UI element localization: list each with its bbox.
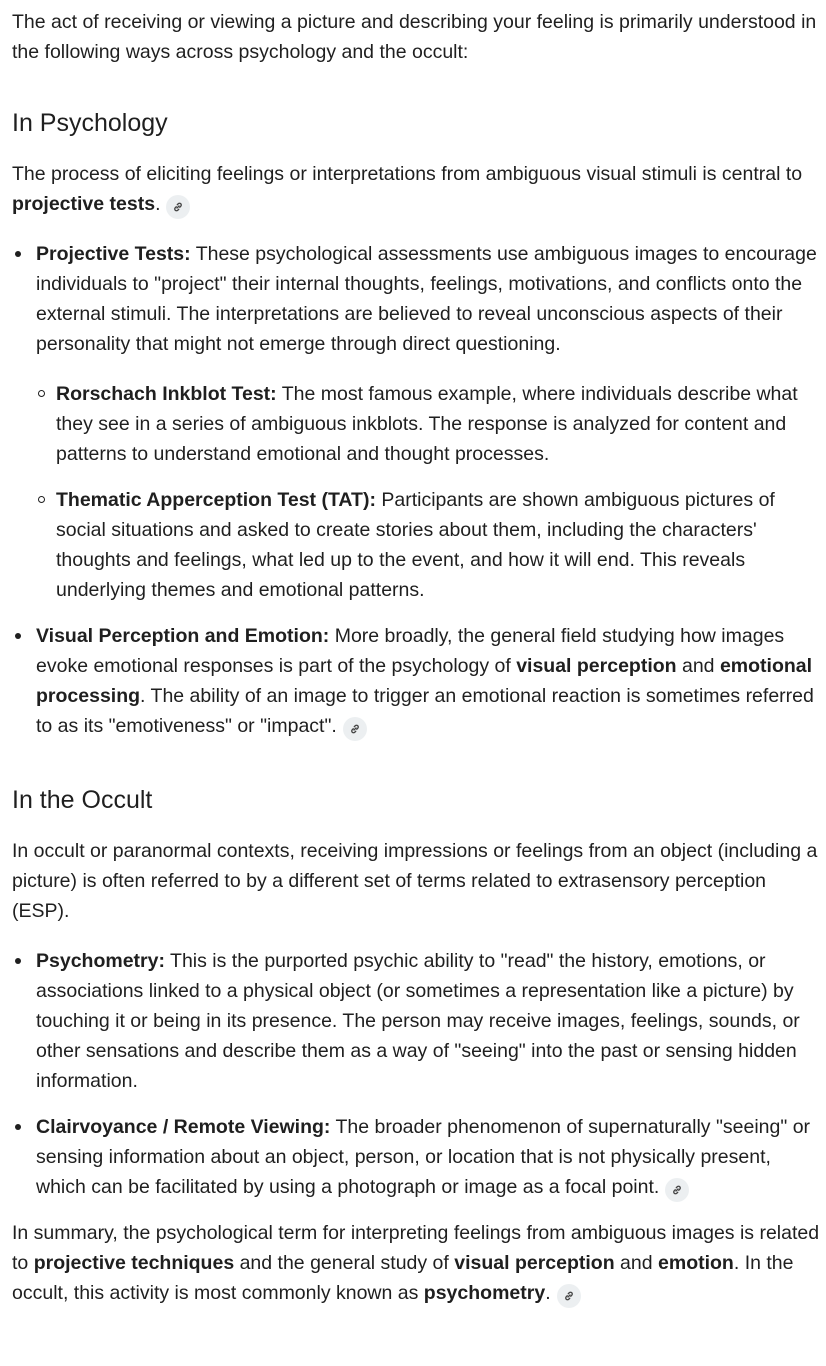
summary-paragraph: In summary, the psychological term for interpreting feelings from ambiguous images is related to projective techniques and the general study of visual perception and emotion. In the occult, this activity is most commonly known as psychometry.: [12, 1218, 826, 1308]
bold-projective-tests: projective tests: [12, 193, 156, 215]
projective-tests-sublist: [36, 379, 826, 605]
heading-occult: In the Occult: [12, 786, 153, 814]
list-item-visual-perception: Visual Perception and Emotion: More broadly, the general field studying how images evoke emotional responses is part of the psychology of visual perception and emotional processing. The ability of an image to trigger an emotional reaction is sometimes referred to as its "emotiveness" or "impact".: [12, 621, 826, 741]
heading-psychology: In Psychology: [12, 109, 168, 137]
source-link-icon[interactable]: [343, 717, 367, 741]
list-item-psychometry: Psychometry: This is the purported psychic ability to "read" the history, emotions, or associations linked to a physical object (or sometimes a representation like a picture) by touching it or being in its presence. The person may receive images, feelings, sounds, or other sensations and describe them as a way of "seeing" into the past or sensing hidden information.: [12, 946, 826, 1096]
psychology-list: [12, 239, 826, 741]
psychology-paragraph: The process of eliciting feelings or interpretations from ambiguous visual stimuli is central to projective tests.: [12, 159, 826, 219]
occult-paragraph: In occult or paranormal contexts, receiving impressions or feelings from an object (including a picture) is often referred to by a different set of terms related to extrasensory perception (ESP).: [12, 840, 818, 922]
intro-paragraph: The act of receiving or viewing a picture and describing your feeling is primarily understood in the following ways across psychology and the occult:: [12, 11, 817, 63]
list-item-clairvoyance: Clairvoyance / Remote Viewing: The broader phenomenon of supernaturally "seeing" or sensing information about an object, person, or location that is not physically present, which can be facilitated by using a photograph or image as a focal point.: [12, 1112, 826, 1202]
list-item-tat: Thematic Apperception Test (TAT): Participants are shown ambiguous pictures of social situations and asked to create stories about them, including the characters' thoughts and feelings, what led up to the event, and how it will end. This reveals underlying themes and emotional patterns.: [36, 485, 826, 605]
list-item-projective-tests: Projective Tests: These psychological assessments use ambiguous images to encourage individuals to "project" their internal thoughts, feelings, motivations, and conflicts onto the external stimuli. The interpretations are believed to reveal unconscious aspects of their personality that might not emerge through direct questioning. Rorschach Inkblot Test: The most famous example, where individuals describe what they see in a series of ambiguous inkblots. The response is analyzed for content and patterns to understand emotional and thought processes. Thematic Apperception Test (TAT): Participants are shown ambiguous pictures of social situations and asked to create stories about them, including the characters' thoughts and feelings, what led up to the event, and how it will end. This reveals underlying themes and emotional patterns.: [12, 239, 826, 605]
occult-list: [12, 946, 826, 1202]
source-link-icon[interactable]: [166, 195, 190, 219]
source-link-icon[interactable]: [665, 1178, 689, 1202]
source-link-icon[interactable]: [557, 1284, 581, 1308]
list-item-rorschach: Rorschach Inkblot Test: The most famous example, where individuals describe what they see in a series of ambiguous inkblots. The response is analyzed for content and patterns to understand emotional and thought processes.: [36, 379, 826, 469]
